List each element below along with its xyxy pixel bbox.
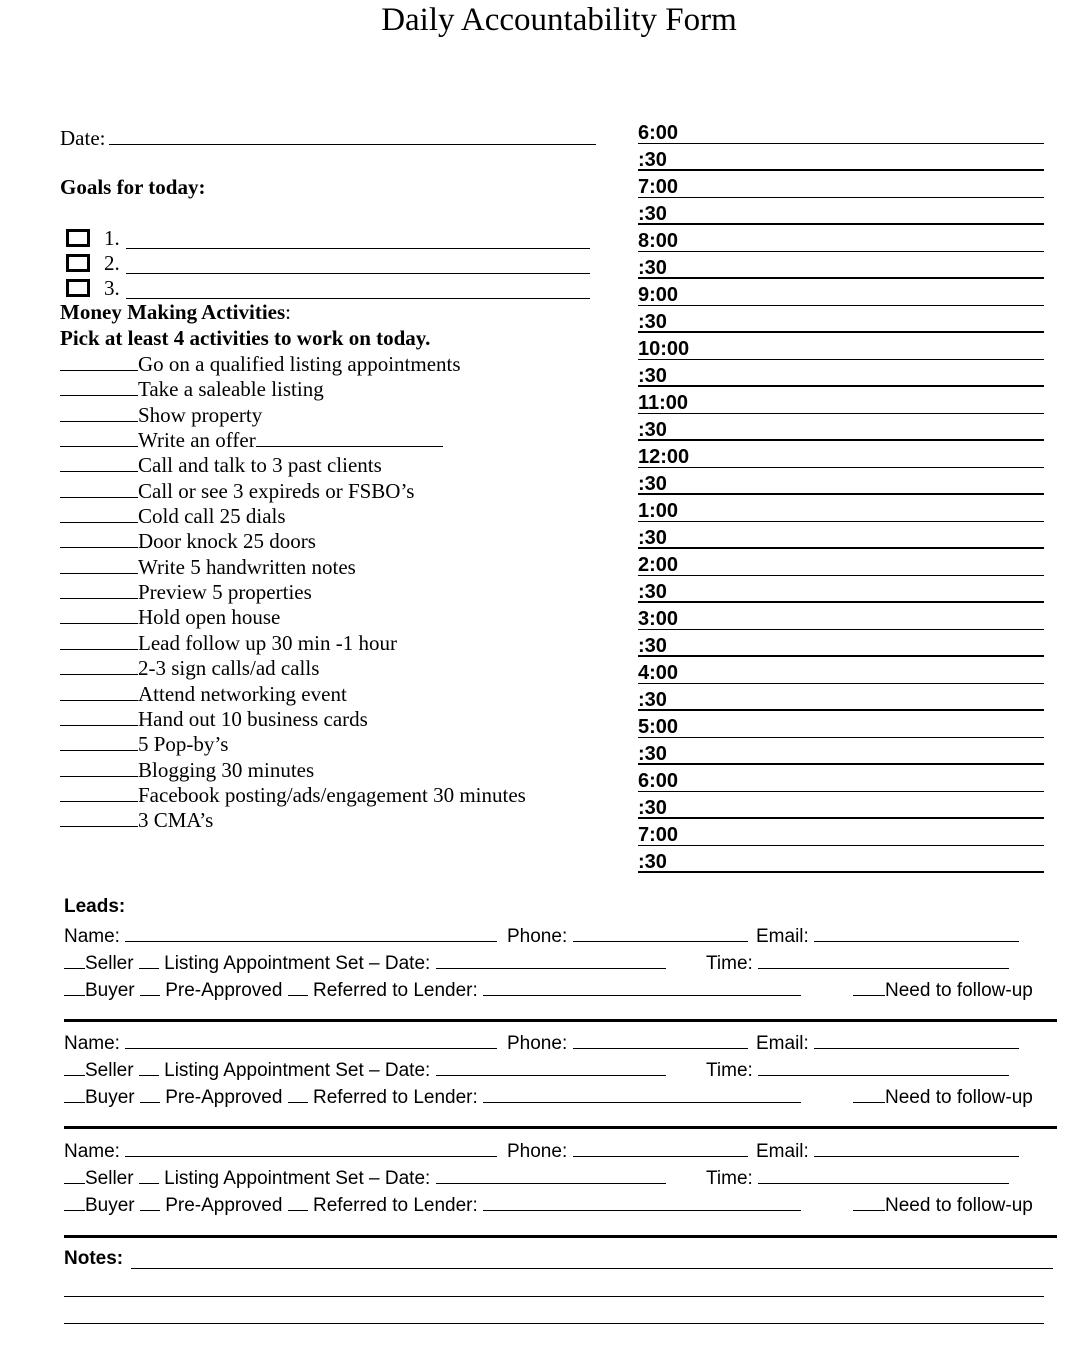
activity-blank[interactable] bbox=[60, 605, 138, 624]
time-slot-line[interactable] bbox=[638, 331, 1044, 333]
lead-time-field[interactable] bbox=[706, 952, 1009, 975]
leads-heading: Leads: bbox=[64, 896, 126, 917]
time-slot-label: :30 bbox=[638, 743, 667, 765]
time-slot-line[interactable] bbox=[638, 629, 1044, 630]
goal-input-line[interactable] bbox=[126, 273, 590, 274]
activity-blank[interactable] bbox=[60, 808, 138, 827]
activity-label: 3 CMA’s bbox=[138, 808, 214, 832]
referred-label: Referred to Lender: bbox=[313, 980, 478, 1001]
activity-blank[interactable] bbox=[60, 682, 138, 701]
lead-time-field[interactable] bbox=[706, 1167, 1009, 1190]
lead-seller-row[interactable] bbox=[64, 1167, 666, 1190]
notes-line[interactable] bbox=[64, 1296, 1044, 1297]
activity-blank[interactable] bbox=[60, 631, 138, 650]
time-slot-line[interactable] bbox=[638, 413, 1044, 414]
activity-label: Show property bbox=[138, 403, 263, 427]
referred-blank[interactable] bbox=[288, 1194, 308, 1211]
date-field[interactable] bbox=[60, 124, 596, 151]
buyer-blank[interactable] bbox=[64, 979, 85, 996]
goal-number: 3. bbox=[104, 276, 120, 300]
time-slot-line[interactable] bbox=[638, 143, 1044, 144]
time-slot-label: 1:00 bbox=[638, 500, 679, 522]
followup-blank[interactable] bbox=[853, 979, 885, 996]
activity-item[interactable] bbox=[60, 403, 262, 428]
followup-blank[interactable] bbox=[853, 1194, 885, 1211]
followup-blank[interactable] bbox=[853, 1086, 885, 1103]
listing-date-line[interactable] bbox=[436, 1059, 666, 1076]
activity-label: Attend networking event bbox=[138, 682, 347, 706]
time-slot-line[interactable] bbox=[638, 521, 1044, 522]
preapproved-blank[interactable] bbox=[140, 1194, 160, 1211]
lead-time-line[interactable] bbox=[758, 1059, 1009, 1076]
time-slot-label: 7:00 bbox=[638, 824, 679, 846]
date-label: Date: bbox=[60, 126, 106, 150]
notes-label: Notes: bbox=[64, 1248, 124, 1269]
lead-phone-line[interactable] bbox=[573, 925, 748, 942]
followup-label: Need to follow-up bbox=[885, 1087, 1033, 1108]
time-slot-line[interactable] bbox=[638, 169, 1044, 171]
time-slot-label: :30 bbox=[638, 473, 667, 495]
lead-email-field[interactable] bbox=[756, 1140, 1019, 1163]
lead-phone-label: Phone: bbox=[507, 926, 568, 947]
time-slot-label: 7:00 bbox=[638, 176, 679, 198]
activity-label: Take a saleable listing bbox=[138, 377, 324, 401]
listing-blank[interactable] bbox=[139, 1059, 159, 1076]
money-making-heading-colon: : bbox=[285, 300, 291, 324]
lead-separator bbox=[64, 1126, 1057, 1129]
activity-label: Hand out 10 business cards bbox=[138, 707, 368, 731]
goal-number: 2. bbox=[104, 251, 120, 275]
activity-blank[interactable] bbox=[60, 504, 138, 523]
lead-followup-field[interactable] bbox=[853, 1086, 1033, 1109]
buyer-label: Buyer bbox=[85, 1195, 135, 1216]
time-slot-line[interactable] bbox=[638, 655, 1044, 657]
activity-label: Lead follow up 30 min -1 hour bbox=[138, 631, 397, 655]
time-slot-label: :30 bbox=[638, 581, 667, 603]
lead-name-field[interactable] bbox=[64, 925, 497, 948]
listing-date-label: Listing Appointment Set – Date: bbox=[164, 953, 431, 974]
lead-name-field[interactable] bbox=[64, 1032, 497, 1055]
time-slot-line[interactable] bbox=[638, 791, 1044, 792]
activity-blank[interactable] bbox=[60, 555, 138, 574]
activity-item[interactable] bbox=[60, 808, 213, 833]
lead-name-label: Name: bbox=[64, 926, 120, 947]
activity-item[interactable] bbox=[60, 631, 397, 656]
activity-label: Door knock 25 doors bbox=[138, 529, 316, 553]
seller-blank[interactable] bbox=[64, 1059, 85, 1076]
lead-email-field[interactable] bbox=[756, 925, 1019, 948]
time-slot-label: :30 bbox=[638, 419, 667, 441]
time-slot-label: 12:00 bbox=[638, 446, 690, 468]
lead-buyer-row[interactable] bbox=[64, 1194, 801, 1217]
time-slot-line[interactable] bbox=[638, 359, 1044, 360]
buyer-blank[interactable] bbox=[64, 1194, 85, 1211]
lead-email-label: Email: bbox=[756, 1141, 809, 1162]
time-slot-line[interactable] bbox=[638, 575, 1044, 576]
lead-time-line[interactable] bbox=[758, 952, 1009, 969]
time-slot-line[interactable] bbox=[638, 763, 1044, 765]
time-slot-line[interactable] bbox=[638, 439, 1044, 441]
activity-label: 2-3 sign calls/ad calls bbox=[138, 656, 320, 680]
activity-blank[interactable] bbox=[60, 377, 138, 396]
activity-label: Call or see 3 expireds or FSBO’s bbox=[138, 479, 415, 503]
time-slot-line[interactable] bbox=[638, 845, 1044, 846]
activity-item[interactable] bbox=[60, 605, 280, 630]
activity-item[interactable] bbox=[60, 707, 368, 732]
lead-name-line[interactable] bbox=[125, 1032, 497, 1049]
time-slot-line[interactable] bbox=[638, 601, 1044, 603]
lead-email-line[interactable] bbox=[814, 1140, 1019, 1157]
activity-item[interactable] bbox=[60, 377, 324, 402]
activity-blank[interactable] bbox=[60, 453, 138, 472]
seller-blank[interactable] bbox=[64, 952, 85, 969]
time-slot-label: 3:00 bbox=[638, 608, 679, 630]
time-slot-label: 2:00 bbox=[638, 554, 679, 576]
goal-input-line[interactable] bbox=[126, 298, 590, 299]
time-slot-line[interactable] bbox=[638, 223, 1044, 225]
activity-item[interactable] bbox=[60, 555, 356, 580]
lead-time-label: Time: bbox=[706, 1168, 753, 1189]
followup-label: Need to follow-up bbox=[885, 1195, 1033, 1216]
referred-blank[interactable] bbox=[288, 1086, 308, 1103]
goal-checkbox[interactable] bbox=[66, 229, 90, 247]
activity-item[interactable] bbox=[60, 758, 314, 783]
goal-checkbox[interactable] bbox=[66, 254, 90, 272]
seller-label: Seller bbox=[85, 953, 134, 974]
activity-item[interactable] bbox=[60, 732, 228, 757]
listing-blank[interactable] bbox=[139, 1167, 159, 1184]
activity-blank[interactable] bbox=[60, 428, 138, 447]
lead-phone-field[interactable] bbox=[507, 925, 748, 948]
buyer-blank[interactable] bbox=[64, 1086, 85, 1103]
listing-date-line[interactable] bbox=[436, 1167, 666, 1184]
activity-blank[interactable] bbox=[60, 529, 138, 548]
referred-line[interactable] bbox=[483, 1086, 801, 1103]
time-slot-label: :30 bbox=[638, 257, 667, 279]
lead-buyer-row[interactable] bbox=[64, 979, 801, 1002]
lead-name-line[interactable] bbox=[125, 1140, 497, 1157]
date-input-line[interactable] bbox=[109, 124, 596, 145]
activity-item[interactable] bbox=[60, 504, 286, 529]
time-slot-label: :30 bbox=[638, 365, 667, 387]
referred-blank[interactable] bbox=[288, 979, 308, 996]
lead-email-field[interactable] bbox=[756, 1032, 1019, 1055]
lead-name-label: Name: bbox=[64, 1033, 120, 1054]
time-slot-label: 6:00 bbox=[638, 770, 679, 792]
lead-email-line[interactable] bbox=[814, 925, 1019, 942]
buyer-label: Buyer bbox=[85, 980, 135, 1001]
activity-blank[interactable] bbox=[60, 758, 138, 777]
time-slot-line[interactable] bbox=[638, 709, 1044, 711]
notes-line[interactable] bbox=[131, 1268, 1053, 1269]
referred-label: Referred to Lender: bbox=[313, 1087, 478, 1108]
activity-blank[interactable] bbox=[60, 656, 138, 675]
pick-activities-heading: Pick at least 4 activities to work on today. bbox=[60, 326, 431, 350]
activity-label: Go on a qualified listing appointments bbox=[138, 352, 461, 376]
lead-buyer-row[interactable] bbox=[64, 1086, 801, 1109]
time-slot-label: 6:00 bbox=[638, 122, 679, 144]
referred-line[interactable] bbox=[483, 1194, 801, 1211]
lead-name-line[interactable] bbox=[125, 925, 497, 942]
time-slot-label: :30 bbox=[638, 689, 667, 711]
lead-time-line[interactable] bbox=[758, 1167, 1009, 1184]
lead-seller-row[interactable] bbox=[64, 952, 666, 975]
lead-time-label: Time: bbox=[706, 953, 753, 974]
goal-input-line[interactable] bbox=[126, 248, 590, 249]
listing-date-line[interactable] bbox=[436, 952, 666, 969]
goals-heading: Goals for today: bbox=[60, 175, 206, 199]
time-slot-line[interactable] bbox=[638, 277, 1044, 279]
activity-label: Call and talk to 3 past clients bbox=[138, 453, 382, 477]
activity-label: Preview 5 properties bbox=[138, 580, 312, 604]
preapproved-blank[interactable] bbox=[140, 1086, 160, 1103]
lead-phone-label: Phone: bbox=[507, 1141, 568, 1162]
preapproved-blank[interactable] bbox=[140, 979, 160, 996]
activity-blank[interactable] bbox=[60, 403, 138, 422]
seller-blank[interactable] bbox=[64, 1167, 85, 1184]
listing-date-label: Listing Appointment Set – Date: bbox=[164, 1060, 431, 1081]
time-slot-line[interactable] bbox=[638, 817, 1044, 819]
money-making-heading-text: Money Making Activities bbox=[60, 300, 286, 324]
activity-item[interactable] bbox=[60, 656, 319, 681]
lead-name-label: Name: bbox=[64, 1141, 120, 1162]
listing-blank[interactable] bbox=[139, 952, 159, 969]
lead-name-field[interactable] bbox=[64, 1140, 497, 1163]
activity-item[interactable] bbox=[60, 783, 526, 808]
activity-label: Cold call 25 dials bbox=[138, 504, 286, 528]
time-slot-line[interactable] bbox=[638, 871, 1044, 873]
lead-phone-line[interactable] bbox=[573, 1140, 748, 1157]
lead-time-label: Time: bbox=[706, 1060, 753, 1081]
time-slot-label: :30 bbox=[638, 149, 667, 171]
activity-label: Facebook posting/ads/engagement 30 minutes bbox=[138, 783, 526, 807]
activity-blank[interactable] bbox=[60, 352, 138, 371]
activity-label: 5 Pop-by’s bbox=[138, 732, 229, 756]
lead-seller-row[interactable] bbox=[64, 1059, 666, 1082]
lead-email-line[interactable] bbox=[814, 1032, 1019, 1049]
activity-label: Blogging 30 minutes bbox=[138, 758, 315, 782]
listing-date-label: Listing Appointment Set – Date: bbox=[164, 1168, 431, 1189]
lead-followup-field[interactable] bbox=[853, 1194, 1033, 1217]
preapproved-label: Pre-Approved bbox=[165, 1087, 283, 1108]
goal-number: 1. bbox=[104, 226, 120, 250]
money-making-heading bbox=[60, 300, 291, 325]
activity-blank[interactable] bbox=[60, 479, 138, 498]
activity-item[interactable] bbox=[60, 529, 316, 554]
referred-label: Referred to Lender: bbox=[313, 1195, 478, 1216]
time-slot-line[interactable] bbox=[638, 251, 1044, 252]
seller-label: Seller bbox=[85, 1168, 134, 1189]
lead-followup-field[interactable] bbox=[853, 979, 1033, 1002]
activity-label: Write 5 handwritten notes bbox=[138, 555, 356, 579]
lead-phone-line[interactable] bbox=[573, 1032, 748, 1049]
time-slot-line[interactable] bbox=[638, 683, 1044, 684]
time-slot-label: :30 bbox=[638, 851, 667, 873]
activity-blank[interactable] bbox=[60, 732, 138, 751]
activity-blank[interactable] bbox=[60, 783, 138, 802]
time-slot-label: 11:00 bbox=[638, 392, 689, 414]
preapproved-label: Pre-Approved bbox=[165, 1195, 283, 1216]
time-slot-line[interactable] bbox=[638, 493, 1044, 495]
activity-item[interactable] bbox=[60, 682, 347, 707]
time-slot-label: :30 bbox=[638, 797, 667, 819]
seller-label: Seller bbox=[85, 1060, 134, 1081]
activity-item[interactable] bbox=[60, 352, 461, 377]
time-slot-label: :30 bbox=[638, 635, 667, 657]
buyer-label: Buyer bbox=[85, 1087, 135, 1108]
activity-item[interactable] bbox=[60, 428, 443, 453]
time-slot-line[interactable] bbox=[638, 385, 1044, 387]
time-slot-line[interactable] bbox=[638, 737, 1044, 738]
lead-email-label: Email: bbox=[756, 1033, 809, 1054]
lead-phone-label: Phone: bbox=[507, 1033, 568, 1054]
lead-phone-field[interactable] bbox=[507, 1032, 748, 1055]
page-title: Daily Accountability Form bbox=[381, 2, 737, 38]
time-slot-line[interactable] bbox=[638, 547, 1044, 549]
activity-label: Write an offer bbox=[138, 428, 256, 452]
time-slot-line[interactable] bbox=[638, 305, 1044, 306]
time-slot-label: 8:00 bbox=[638, 230, 679, 252]
time-slot-label: 5:00 bbox=[638, 716, 679, 738]
referred-line[interactable] bbox=[483, 979, 801, 996]
time-slot-label: 10:00 bbox=[638, 338, 690, 360]
time-slot-label: 9:00 bbox=[638, 284, 679, 306]
activity-blank[interactable] bbox=[60, 580, 138, 599]
lead-email-label: Email: bbox=[756, 926, 809, 947]
time-slot-line[interactable] bbox=[638, 467, 1044, 468]
goal-checkbox[interactable] bbox=[66, 279, 90, 297]
preapproved-label: Pre-Approved bbox=[165, 980, 283, 1001]
activity-item[interactable] bbox=[60, 453, 382, 478]
activity-blank[interactable] bbox=[60, 707, 138, 726]
time-slot-label: 4:00 bbox=[638, 662, 679, 684]
lead-separator bbox=[64, 1019, 1057, 1022]
time-slot-label: :30 bbox=[638, 527, 667, 549]
activity-item[interactable] bbox=[60, 479, 414, 504]
time-slot-line[interactable] bbox=[638, 197, 1044, 198]
lead-phone-field[interactable] bbox=[507, 1140, 748, 1163]
time-slot-label: :30 bbox=[638, 311, 667, 333]
time-slot-label: :30 bbox=[638, 203, 667, 225]
activity-item[interactable] bbox=[60, 580, 312, 605]
notes-line[interactable] bbox=[64, 1323, 1044, 1324]
offer-detail-line[interactable] bbox=[256, 428, 443, 447]
lead-time-field[interactable] bbox=[706, 1059, 1009, 1082]
activity-label: Hold open house bbox=[138, 605, 281, 629]
followup-label: Need to follow-up bbox=[885, 980, 1033, 1001]
lead-separator bbox=[64, 1235, 1057, 1238]
